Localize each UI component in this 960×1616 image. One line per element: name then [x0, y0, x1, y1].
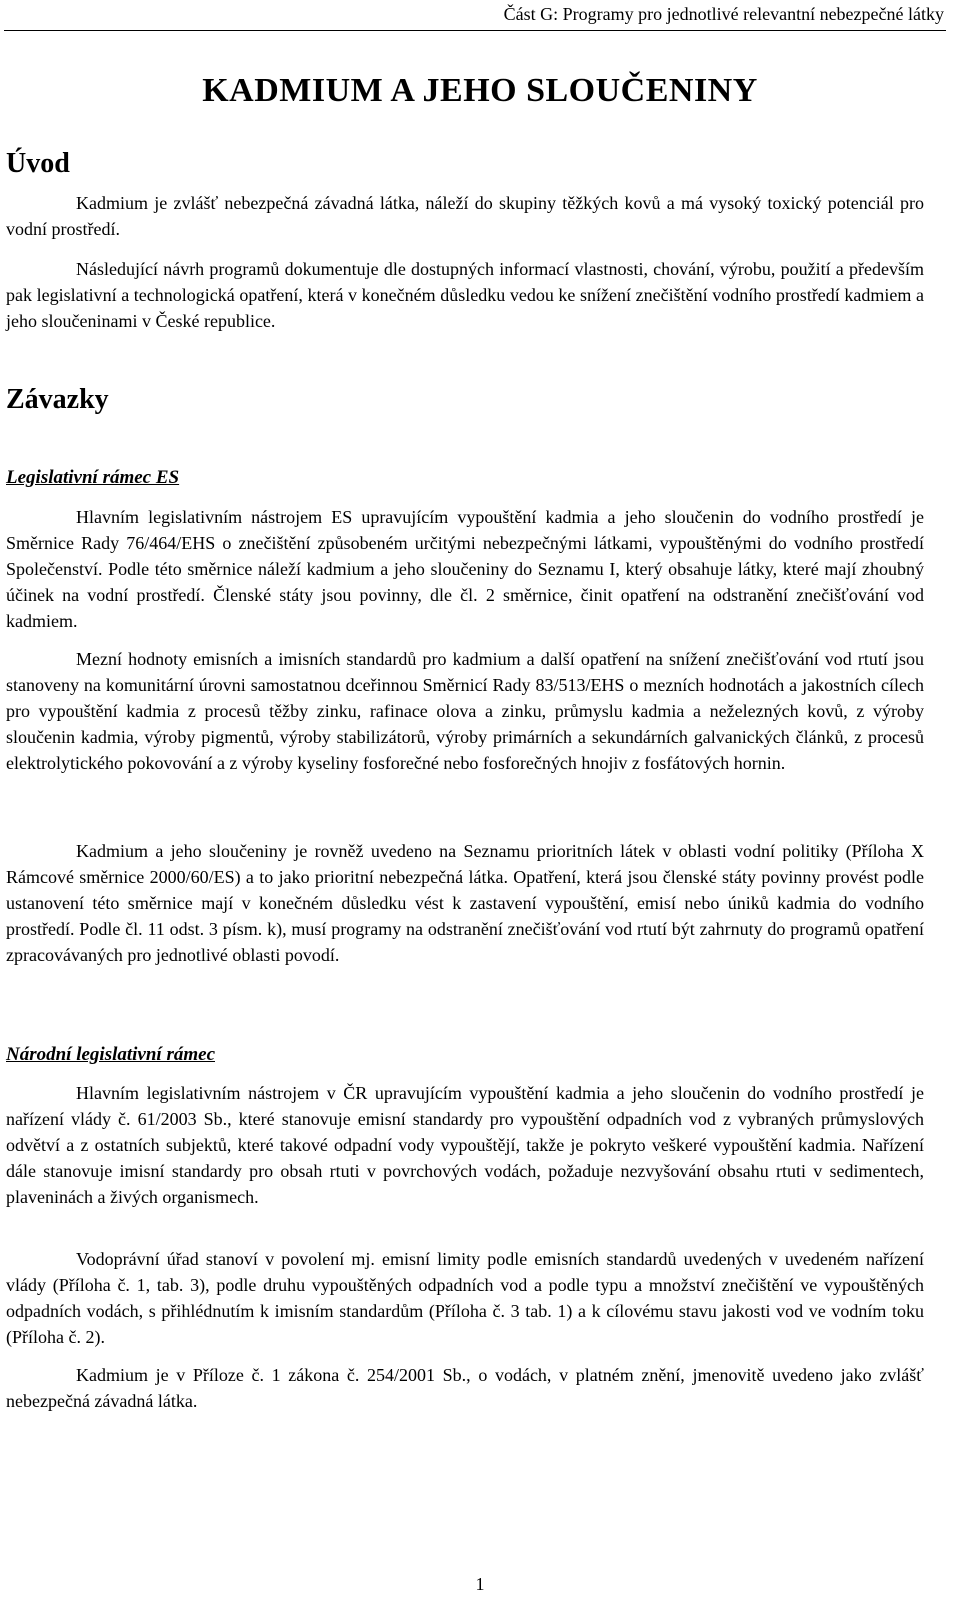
heading-intro: Úvod [6, 148, 70, 179]
subheading-eu-framework: Legislativní rámec ES [6, 467, 180, 488]
heading-obligations: Závazky [6, 384, 109, 415]
running-header: Část G: Programy pro jednotlivé relevantní nebezpečné látky [503, 4, 944, 24]
subheading-national-framework: Národní legislativní rámec [6, 1044, 215, 1065]
paragraph: Vodoprávní úřad stanoví v povolení mj. emisní limity podle emisních standardů uvedených v uvedeném nařízení vlády (Příloha č. 1, tab. 3), podle druhu vypouštěných odpadních vod a podle typu a množství znečištění ve vypouštěných odpadních vodách, s přihlédnutím k imisním standardům (Příloha č. 3 tab. 1) a k cílovému stavu jakosti vod ve vodním toku (Příloha č. 2). [6, 1249, 924, 1347]
paragraph: Následující návrh programů dokumentuje dle dostupných informací vlastnosti, chování, výrobu, použití a především pak legislativní a technologická opatření, která v konečném důsledku vedou ke snížení znečištění vodního prostředí kadmiem a jeho sloučeninami v České republice. [6, 259, 924, 331]
page-number: 1 [475, 1574, 485, 1594]
paragraph: Kadmium a jeho sloučeniny je rovněž uvedeno na Seznamu prioritních látek v oblasti vodní politiky (Příloha X Rámcové směrnice 2000/60/ES) a to jako prioritní nebezpečná látka. Opatření, která jsou členské státy povinny provést podle ustanovení této směrnice mají v konečném důsledku vést k zastavení vypouštění, emisí nebo úniků kadmia do vodního prostředí. Podle čl. 11 odst. 3 písm. k), musí programy na odstranění znečišťování vod rtutí být zahrnuty do programů opatření zpracovávaných pro jednotlivé oblasti povodí. [6, 841, 924, 965]
paragraph: Kadmium je zvlášť nebezpečná závadná látka, náleží do skupiny těžkých kovů a má vysoký toxický potenciál pro vodní prostředí. [6, 193, 924, 239]
header-rule [4, 30, 946, 31]
paragraph: Hlavním legislativním nástrojem ES upravujícím vypouštění kadmia a jeho sloučenin do vodního prostředí je Směrnice Rady 76/464/EHS o znečištění způsobeném určitými nebezpečnými látkami, vypouštěnými do vodního prostředí Společenství. Podle této směrnice náleží kadmium a jeho sloučeniny do Seznamu I, který obsahuje látky, které mají zhoubný účinek na vodní prostředí. Členské státy jsou povinny, dle čl. 2 směrnice, činit opatření na odstranění znečišťování vod kadmiem. [6, 507, 924, 631]
paragraph: Mezní hodnoty emisních a imisních standardů pro kadmium a další opatření na snížení znečišťování vod rtutí jsou stanoveny na komunitární úrovni samostatnou dceřinnou Směrnicí Rady 83/513/EHS o mezních hodnotách a jakostních cílech pro vypouštění kadmia z procesů těžby zinku, rafinace olova a zinku, průmyslu kadmia a neželezných kovů, z výroby sloučenin kadmia, výroby pigmentů, výroby stabilizátorů, výroby primárních a sekundárních galvanických článků, z procesů elektrolytického pokovování a z výroby kyseliny fosforečné nebo fosforečných hnojiv z fosfátových hornin. [6, 649, 924, 773]
paragraph: Hlavním legislativním nástrojem v ČR upravujícím vypouštění kadmia a jeho sloučenin do vodního prostředí je nařízení vlády č. 61/2003 Sb., které stanovuje emisní standardy pro vypouštění odpadních vod z vybraných průmyslových odvětví a z ostatních subjektů, které takové odpadní vody vypouštějí, takže je pokryto veškeré vypouštění kadmia. Nařízení dále stanovuje imisní standardy pro obsah rtuti v povrchových vodách, požaduje nezvyšování obsahu rtuti v sedimentech, plaveninách a živých organismech. [6, 1083, 924, 1207]
paragraph: Kadmium je v Příloze č. 1 zákona č. 254/2001 Sb., o vodách, v platném znění, jmenovitě uvedeno jako zvlášť nebezpečná závadná látka. [6, 1365, 924, 1411]
document-title: KADMIUM A JEHO SLOUČENINY [202, 72, 758, 109]
